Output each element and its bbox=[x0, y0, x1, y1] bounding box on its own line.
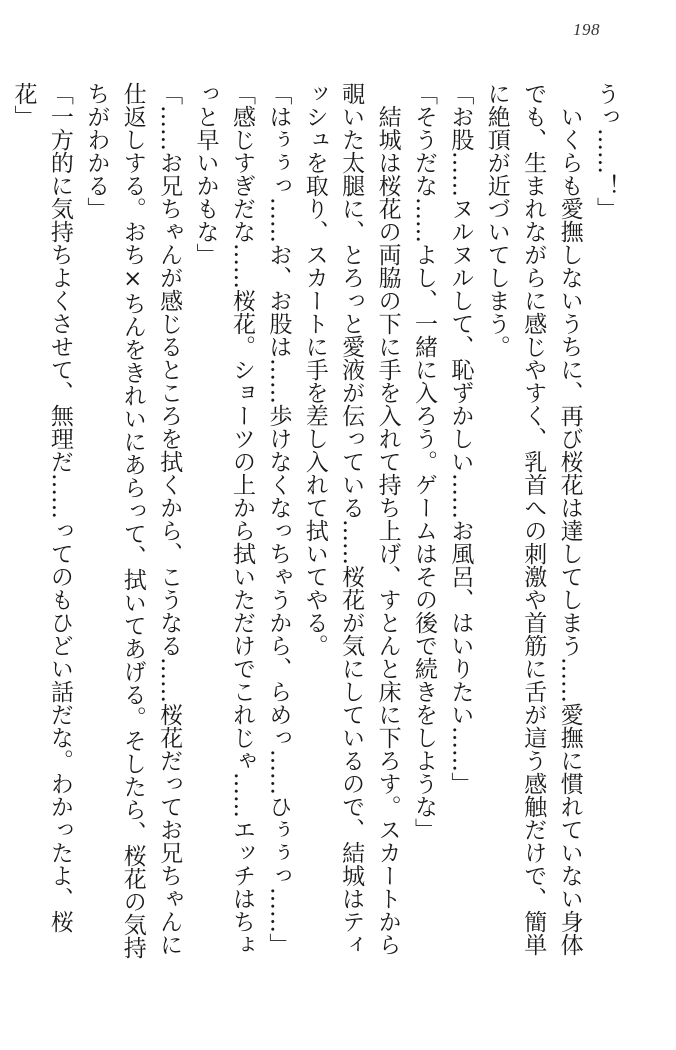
text-line: 「お股……ヌルヌルして、恥ずかしい……お風呂、はいりたい……」 bbox=[447, 82, 474, 795]
text-line: ちがわかる」 bbox=[83, 82, 110, 220]
text-line: 結城は桜花の両脇の下に手を入れて持ち上げ、すとんと床に下ろす。スカートから bbox=[374, 105, 401, 956]
page-number: 198 bbox=[573, 20, 600, 39]
vertical-text-body bbox=[10, 82, 624, 1002]
text-line: いくらも愛撫しないうちに、再び桜花は達してしまう……愛撫に慣れていない身体 bbox=[556, 105, 583, 956]
text-line: 「感じすぎだな……桜花。ショーツの上から拭いただけでこれじゃ……エッチはちょ bbox=[228, 82, 255, 956]
text-line: 「一方的に気持ちよくさせて、無理だ……ってのもひどい話だな。わかったよ、桜 bbox=[46, 82, 73, 933]
text-line: っと早いかもな」 bbox=[192, 82, 219, 266]
text-line: 「……お兄ちゃんが感じるところを拭くから、こうなる……桜花だってお兄ちゃんに bbox=[156, 82, 183, 956]
text-line: に絶頂が近づいてしまう。 bbox=[483, 82, 510, 358]
text-line: 「そうだな……よし、一緒に入ろう。ゲームはその後で続きをしような」 bbox=[410, 82, 437, 841]
text-line: うっ……！」 bbox=[593, 82, 619, 220]
text-line: 覗いた太腿に、とろっと愛液が伝っている……桜花が気にしているので、結城はティ bbox=[338, 82, 365, 956]
text-line: 花」 bbox=[10, 82, 37, 128]
text-line: ッシュを取り、スカートに手を差し入れて拭いてやる。 bbox=[301, 82, 328, 657]
text-line: 「はぅぅっ……お、お股は……歩けなくなっちゃうから、らめっ……ひぅぅっ……」 bbox=[265, 82, 292, 956]
text-line: 仕返しする。おち×ちんをきれいにあらって、拭いてあげる。そしたら、桜花の気持 bbox=[119, 82, 146, 959]
text-line: でも、生まれながらに感じやすく、乳首への刺激や首筋に舌が這う感触だけで、簡単 bbox=[520, 82, 547, 956]
